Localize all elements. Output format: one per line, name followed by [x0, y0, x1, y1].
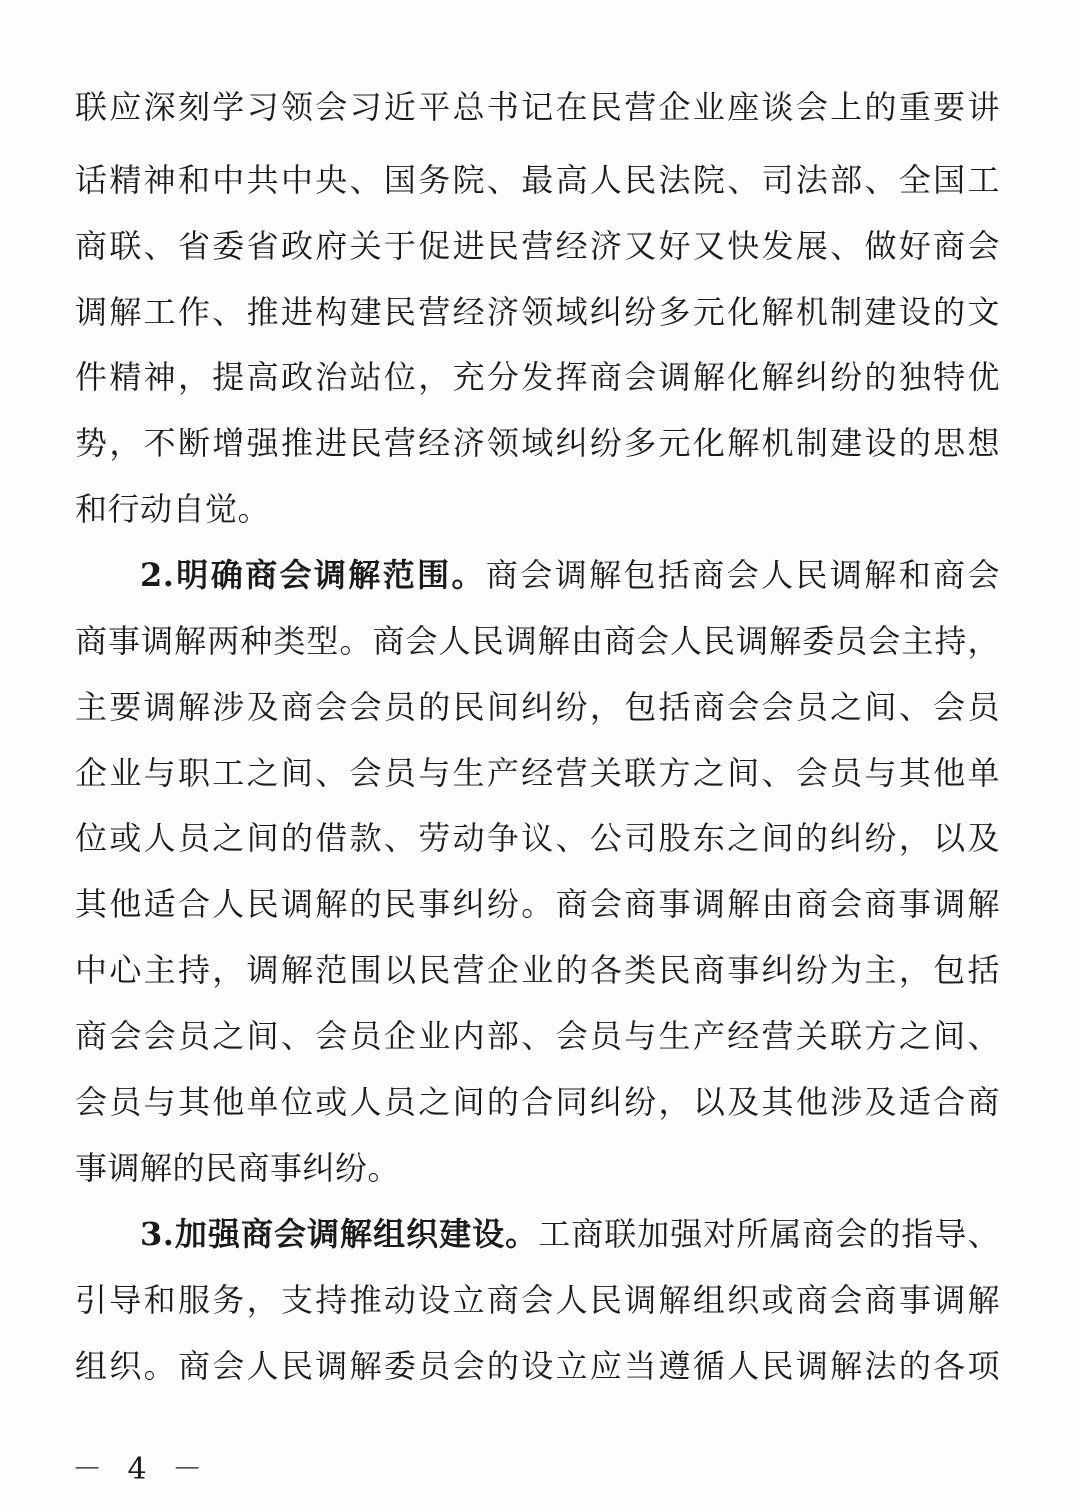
text-line: 事调解的民商事纠纷。: [75, 1149, 401, 1187]
text-line: 和行动自觉。: [75, 490, 271, 528]
text-line: 势，不断增强推进民营经济领域纠纷多元化解机制建设的思想: [75, 424, 1000, 462]
text-line: 调解工作、推进构建民营经济领域纠纷多元化解机制建设的文: [75, 293, 1000, 331]
page-number: － 4 －: [72, 1452, 211, 1487]
text-line: 引导和服务，支持推动设立商会人民调解组织或商会商事调解: [75, 1281, 1000, 1319]
section-heading: 2.明确商会调解范围。: [140, 556, 486, 594]
text-line: 中心主持，调解范围以民营企业的各类民商事纠纷为主，包括: [75, 951, 1000, 989]
text-segment: 工商联加强对所属商会的指导、: [538, 1215, 1000, 1253]
text-line: 企业与职工之间、会员与生产经营关联方之间、会员与其他单: [75, 754, 1000, 792]
text-line: 商会会员之间、会员企业内部、会员与生产经营关联方之间、: [75, 1017, 1000, 1055]
text-line: 位或人员之间的借款、劳动争议、公司股东之间的纠纷，以及: [75, 819, 1000, 857]
text-line: 主要调解涉及商会会员的民间纠纷，包括商会会员之间、会员: [75, 688, 1000, 726]
text-line: 商联、省委省政府关于促进民营经济又好又快发展、做好商会: [75, 227, 1000, 265]
text-line: [140, 1209, 1000, 1259]
text-line: 组织。商会人民调解委员会的设立应当遵循人民调解法的各项: [75, 1347, 1000, 1385]
text-line: 联应深刻学习领会习近平总书记在民营企业座谈会上的重要讲: [75, 88, 1000, 126]
text-line: 件精神，提高政治站位，充分发挥商会调解化解纠纷的独特优: [75, 358, 1000, 396]
text-segment: 商会调解包括商会人民调解和商会: [485, 556, 1000, 594]
text-line: [140, 550, 1000, 600]
text-line: 其他适合人民调解的民事纠纷。商会商事调解由商会商事调解: [75, 885, 1000, 923]
section-heading: 3.加强商会调解组织建设。: [140, 1215, 539, 1253]
text-line: 商事调解两种类型。商会人民调解由商会人民调解委员会主持，: [75, 622, 1000, 660]
text-line: 话精神和中共中央、国务院、最高人民法院、司法部、全国工: [75, 161, 1000, 199]
text-line: 会员与其他单位或人员之间的合同纠纷，以及其他涉及适合商: [75, 1083, 1000, 1121]
